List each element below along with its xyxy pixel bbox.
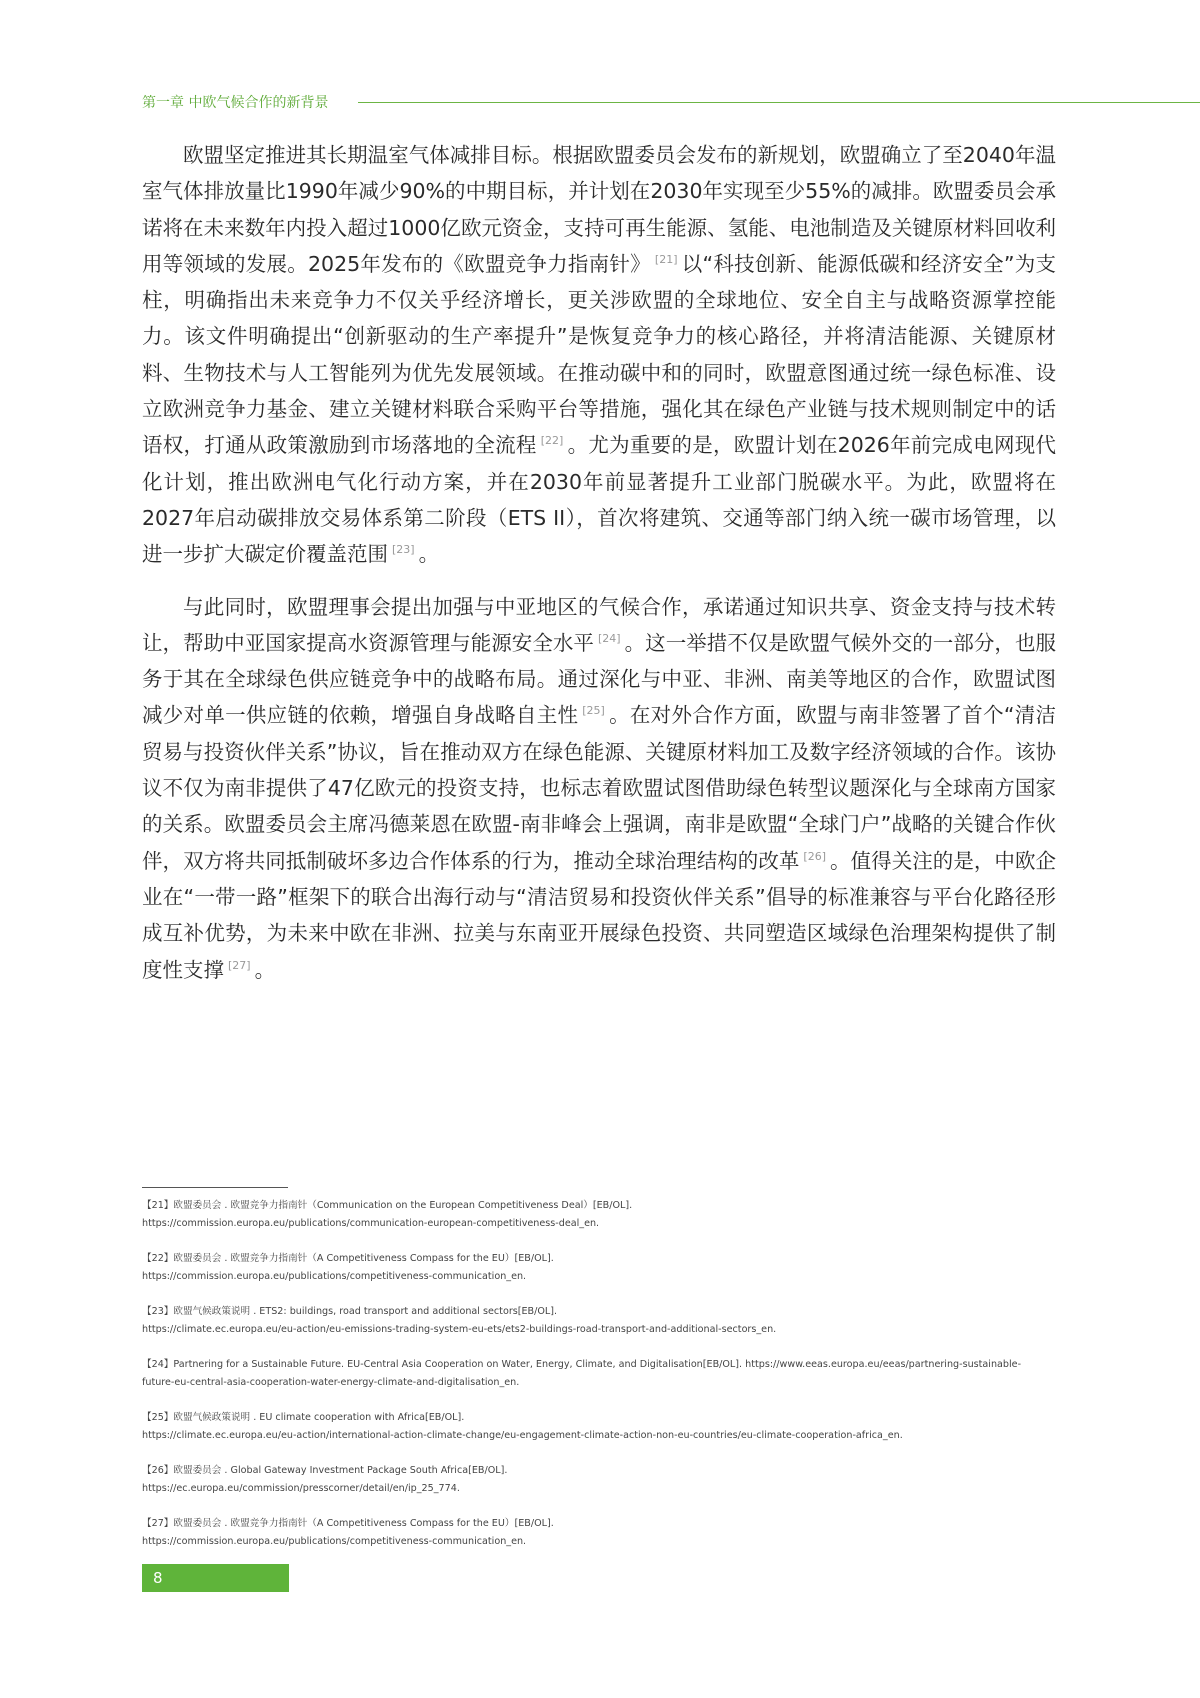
footnote-url[interactable]: https://ec.europa.eu/commission/presscorner/detail/en/ip_25_774.	[142, 1483, 460, 1494]
footnote-citation: 【25】欧盟气候政策说明 . EU climate cooperation with Africa[EB/OL].	[142, 1412, 465, 1423]
paragraph-text: 。	[418, 542, 440, 567]
chapter-title: 第一章 中欧气候合作的新背景	[142, 95, 329, 111]
paragraph-text: 与此同时，欧盟理事会提出加强与中亚地区的气候合作，承诺通过知识共享、资金支持与技术转让，帮助中亚国家提高水资源管理与能源安全水平	[142, 594, 1056, 655]
paragraph-text: 以“科技创新、能源低碳和经济安全”为支柱，明确指出未来竞争力不仅关乎经济增长，更关涉欧盟的全球地位、安全自主与战略资源掌控能力。该文件明确提出“创新驱动的生产率提升”是恢复竞争力的核心路径，并将清洁能源、关键原材料、生物技术与人工智能列为优先发展领域。在推动碳中和的同时，欧盟意图通过统一绿色标准、设立欧洲竞争力基金、建立关键材料联合采购平台等措施，强化其在绿色产业链与技术规则制定中的话语权，打通从政策激励到市场落地的全流程	[142, 251, 1056, 458]
paragraph-text: 。在对外合作方面，欧盟与南非签署了首个“清洁贸易与投资伙伴关系”协议，旨在推动双方在绿色能源、关键原材料加工及数字经济领域的合作。该协议不仅为南非提供了47亿欧元的投资支持，也标志着欧盟试图借助绿色转型议题深化与全球南方国家的关系。欧盟委员会主席冯德莱恩在欧盟-南非峰会上强调，南非是欧盟“全球门户”战略的关键合作伙伴，双方将共同抵制破坏多边合作体系的行为，推动全球治理结构的改革	[142, 703, 1057, 873]
footnote	[142, 1462, 1062, 1498]
paragraph	[142, 589, 1056, 988]
footnote-citation: 【24】Partnering for a Sustainable Future. EU-Central Asia Cooperation on Water, Energy, Climate, and Digitalisation[EB/OL]. https://www.eeas.europa.eu/eeas/partnering-sustainable-	[142, 1359, 1022, 1370]
footnote-ref[interactable]: [24]	[597, 631, 621, 645]
footnote	[142, 1356, 1062, 1392]
footnotes	[142, 1197, 1062, 1568]
footnote-citation: 【23】欧盟气候政策说明 . ETS2: buildings, road transport and additional sectors[EB/OL].	[142, 1306, 558, 1317]
footnote-url[interactable]: https://commission.europa.eu/publications/communication-european-competitiveness-deal_en.	[142, 1218, 600, 1229]
paragraph-text: 。值得关注的是，中欧企业在“一带一路”框架下的联合出海行动与“清洁贸易和投资伙伴关系”倡导的标准兼容与平台化路径形成互补优势，为未来中欧在非洲、拉美与东南亚开展绿色投资、共同塑造区域绿色治理架构提供了制度性支撑	[142, 848, 1057, 982]
footnote-url[interactable]: https://commission.europa.eu/publications/competitiveness-communication_en.	[142, 1271, 527, 1282]
paragraph-text: 欧盟坚定推进其长期温室气体减排目标。根据欧盟委员会发布的新规划，欧盟确立了至2040年温室气体排放量比1990年减少90%的中期目标，并计划在2030年实现至少55%的减排。欧盟委员会承诺将在未来数年内投入超过1000亿欧元资金，支持可再生能源、氢能、电池制造及关键原材料回收利用等领域的发展。2025年发布的《欧盟竞争力指南针》	[142, 143, 1056, 276]
footnote-ref[interactable]: [21]	[654, 252, 678, 266]
footnote-separator	[142, 1187, 288, 1188]
paragraph-text: 。尤为重要的是，欧盟计划在2026年前完成电网现代化计划，推出欧洲电气化行动方案，并在2030年前显著提升工业部门脱碳水平。为此，欧盟将在2027年启动碳排放交易体系第二阶段（ETS II），首次将建筑、交通等部门纳入统一碳市场管理，以进一步扩大碳定价覆盖范围	[142, 433, 1057, 567]
footnote	[142, 1197, 1062, 1233]
paragraph-text: 。	[254, 957, 276, 982]
footnote	[142, 1409, 1062, 1445]
footnote-citation: 【21】欧盟委员会 . 欧盟竞争力指南针（Communication on the European Competitiveness Deal）[EB/OL].	[142, 1200, 633, 1211]
footnote-citation: 【26】欧盟委员会 . Global Gateway Investment Package South Africa[EB/OL].	[142, 1465, 508, 1476]
paragraph-text: 。这一举措不仅是欧盟气候外交的一部分，也服务于其在全球绿色供应链竞争中的战略布局。通过深化与中亚、非洲、南美等地区的合作，欧盟试图减少对单一供应链的依赖，增强自身战略自主性	[142, 630, 1057, 728]
footnote-citation: 【22】欧盟委员会 . 欧盟竞争力指南针（A Competitiveness Compass for the EU）[EB/OL].	[142, 1253, 554, 1264]
body-text	[142, 137, 1056, 1004]
footnote-url[interactable]: https://climate.ec.europa.eu/eu-action/eu-emissions-trading-system-eu-ets/ets2-buildings-road-transport-and-additional-sectors_en.	[142, 1324, 777, 1335]
page-number: 8	[142, 1564, 289, 1592]
header-divider	[358, 102, 1200, 103]
footnote-url[interactable]: future-eu-central-asia-cooperation-water-energy-climate-and-digitalisation_en.	[142, 1377, 520, 1388]
footnote	[142, 1250, 1062, 1286]
footnote-ref[interactable]: [22]	[540, 434, 564, 448]
footnote-ref[interactable]: [26]	[803, 849, 827, 863]
footnote-url[interactable]: https://commission.europa.eu/publications/competitiveness-communication_en.	[142, 1536, 527, 1547]
footnote	[142, 1515, 1062, 1551]
running-header	[142, 92, 1200, 112]
footnote-ref[interactable]: [23]	[392, 543, 415, 557]
footnote-ref[interactable]: [27]	[228, 958, 251, 972]
footnote-citation: 【27】欧盟委员会 . 欧盟竞争力指南针（A Competitiveness Compass for the EU）[EB/OL].	[142, 1518, 554, 1529]
footnote	[142, 1303, 1062, 1339]
footnote-url[interactable]: https://climate.ec.europa.eu/eu-action/international-action-climate-change/eu-engagement-climate-action-non-eu-countries/eu-climate-cooperation-africa_en.	[142, 1430, 903, 1441]
paragraph	[142, 137, 1056, 573]
footnote-ref[interactable]: [25]	[582, 704, 605, 718]
